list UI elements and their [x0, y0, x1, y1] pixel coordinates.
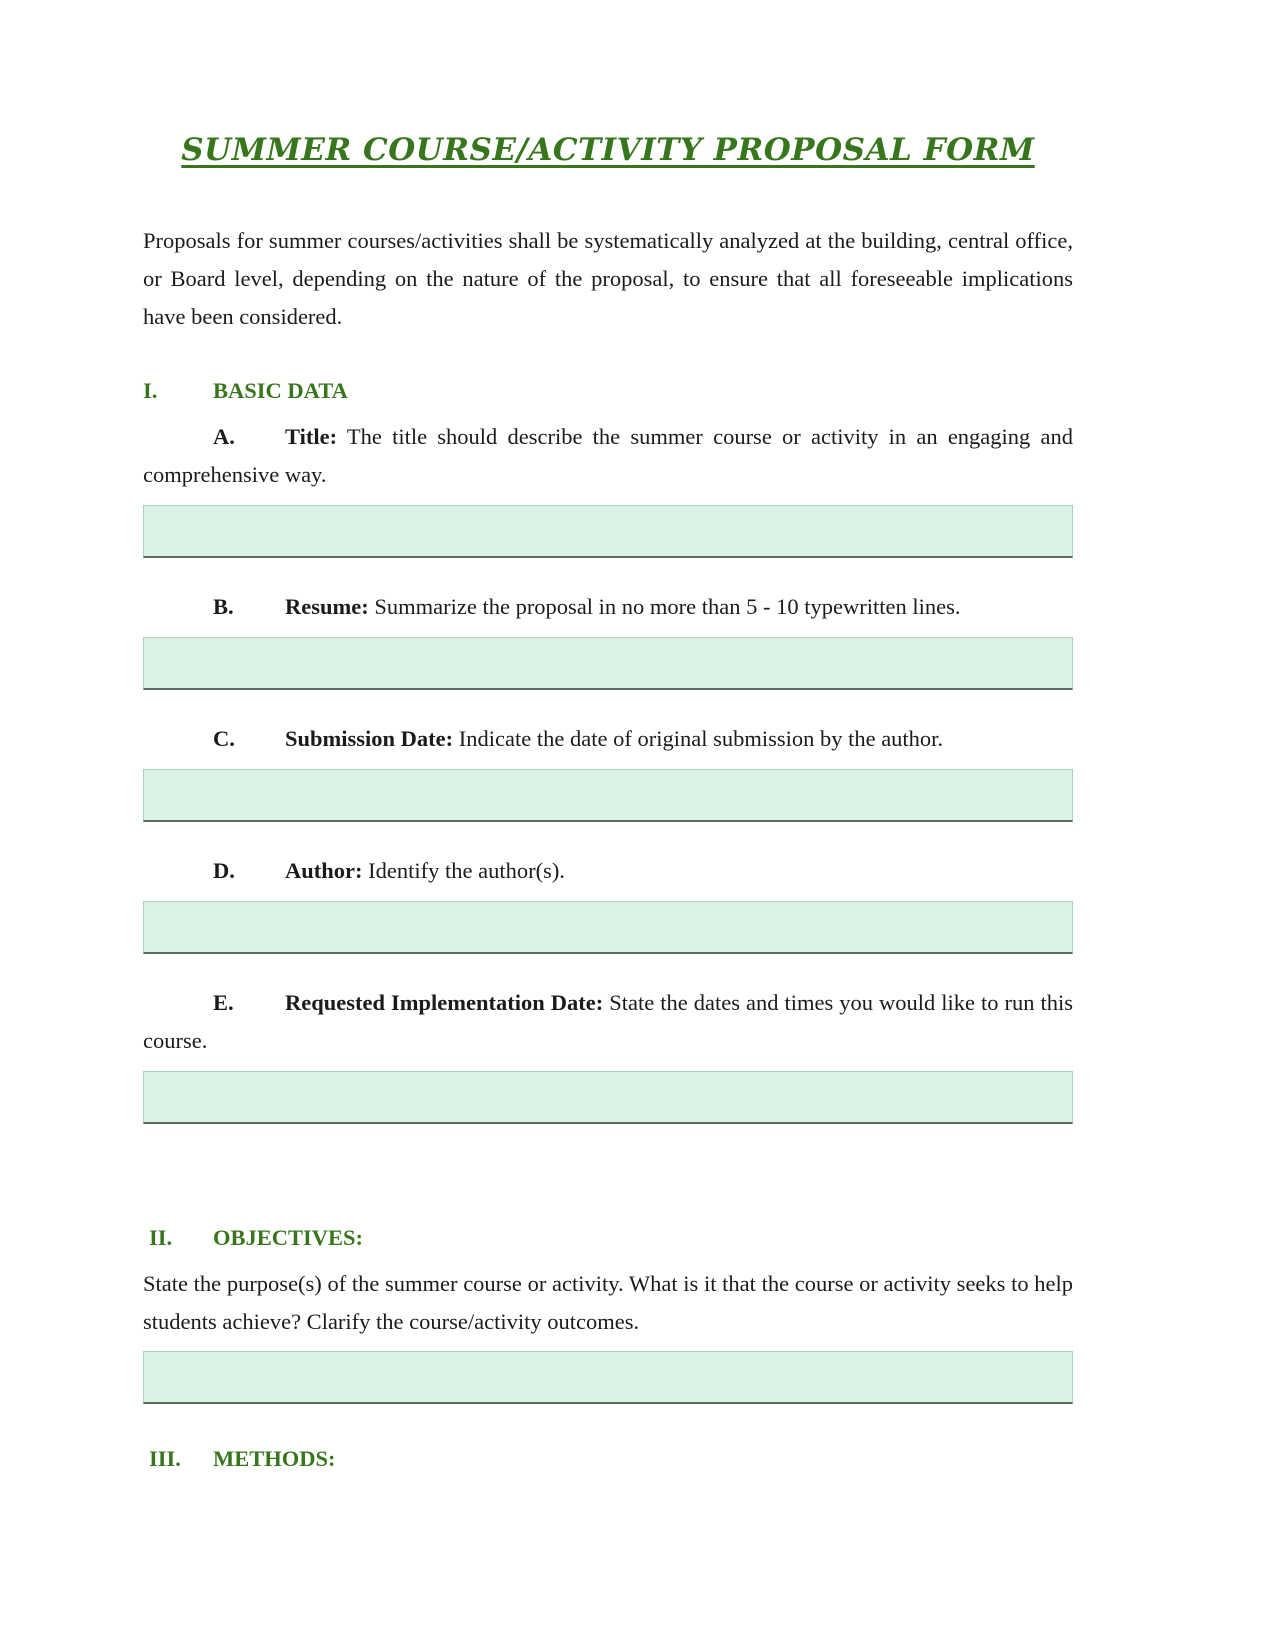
submission-date-input-field[interactable] [143, 769, 1073, 822]
section-heading-text: METHODS: [213, 1446, 336, 1471]
item-submission-date [143, 720, 1073, 758]
author-input-field[interactable] [143, 901, 1073, 954]
resume-input-field[interactable] [143, 637, 1073, 690]
item-label: Submission Date: [285, 726, 454, 751]
item-label: Author: [285, 858, 363, 883]
item-implementation-date [143, 984, 1073, 1060]
item-letter: D. [213, 858, 235, 883]
objectives-input-field[interactable] [143, 1351, 1073, 1404]
objectives-description: State the purpose(s) of the summer course or activity. What is it that the course or activity seeks to help students achieve? Clarify the course/activity outcomes. [143, 1271, 1073, 1334]
form-title: SUMMER COURSE/ACTIVITY PROPOSAL FORM [181, 132, 1035, 168]
item-label: Requested Implementation Date: [285, 990, 604, 1015]
item-letter: A. [213, 424, 235, 449]
section-number: III. [149, 1446, 181, 1471]
item-description: Indicate the date of original submission by the author. [458, 726, 944, 751]
implementation-date-input-field[interactable] [143, 1071, 1073, 1124]
title-input-field[interactable] [143, 505, 1073, 558]
item-label: Title: [285, 424, 338, 449]
item-letter: C. [213, 726, 235, 751]
item-label: Resume: [285, 594, 369, 619]
section-basic-data-heading [143, 372, 1073, 410]
item-letter: E. [213, 990, 234, 1015]
section-number: II. [149, 1225, 173, 1250]
item-description: Identify the author(s). [368, 858, 565, 883]
item-description: The title should describe the summer course or activity in an engaging and comprehensive way. [143, 424, 1073, 487]
intro-paragraph: Proposals for summer courses/activities shall be systematically analyzed at the building, central office, or Board level, depending on the nature of the proposal, to ensure that all foreseeable implications have been considered. [143, 228, 1073, 329]
item-description: State the dates and times you would like to run this course. [143, 990, 1074, 1053]
section-objectives-heading [143, 1219, 1073, 1257]
item-description: Summarize the proposal in no more than 5 - 10 typewritten lines. [374, 594, 961, 619]
section-number: I. [143, 378, 158, 403]
item-letter: B. [213, 594, 234, 619]
section-heading-text: OBJECTIVES: [213, 1225, 364, 1250]
item-title [143, 418, 1073, 494]
section-methods-heading [143, 1440, 1073, 1478]
item-author [143, 852, 1073, 890]
section-heading-text: BASIC DATA [213, 378, 348, 403]
item-resume [143, 588, 1073, 626]
